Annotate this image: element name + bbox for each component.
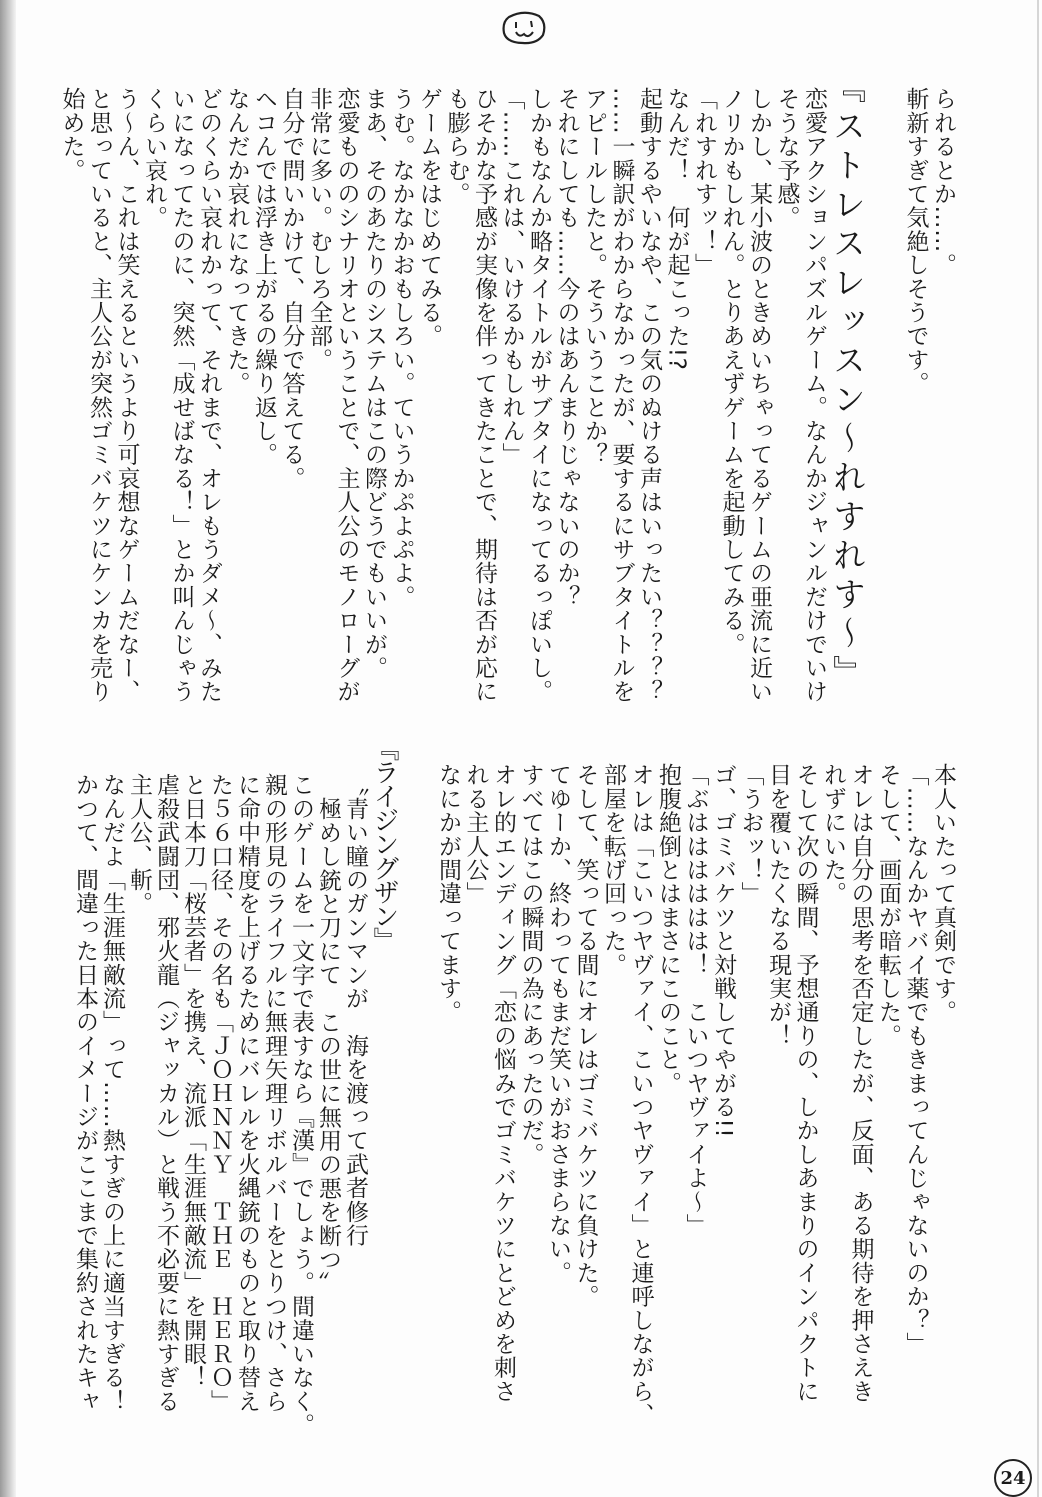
bottom-left-article: [71, 735, 399, 1437]
text-column: いになってたのに、突然「成せばなる！」とか叫んじゃう: [168, 87, 195, 704]
text-column: オレは自分の思考を否定したが、反面、ある期待を押さえき: [847, 763, 874, 1403]
text-column: れる主人公」: [462, 763, 489, 906]
text-column: ……一瞬訳がわからなかったが、要するにサブタイトルを: [608, 87, 635, 704]
text-column: なんだか哀れになってきた。: [223, 87, 250, 396]
text-column: そして、笑ってる間にオレはゴミバケツに負けた。: [572, 763, 599, 1309]
page-number: [994, 1459, 1032, 1497]
text-column: しかもなんか略タイトルがサブタイになってるっぽいし。: [526, 87, 552, 704]
text-column: それにしても……今のはあんまりじゃないのか？: [553, 87, 580, 609]
verse-line: 〝青い瞳のガンマンが 海を渡って武者修行: [342, 773, 368, 1247]
text-column: ノリかもしれん。とりあえずゲームを起動してみる。: [718, 87, 745, 656]
text-column: れずにいた。: [820, 763, 846, 906]
smiley-face-icon: [501, 11, 547, 45]
text-column: かつて、間違った日本のイメージがここまで集約されたキャ: [72, 773, 98, 1413]
text-column: と思っていると、主人公が突然ゴミバケツにケンカを売り: [86, 87, 112, 704]
text-column: 部屋を転げ回った。: [600, 763, 626, 977]
text-column: も膨らむ。: [443, 87, 470, 206]
page-number-text: 24: [1000, 1467, 1026, 1489]
text-column: オレ的エンディング「恋の悩みでゴミバケツにとどめを刺さ: [490, 763, 516, 1403]
text-column: オレは「こいつヤヴァイ、こいつヤヴァイ」と連呼しながら、: [627, 763, 654, 1427]
text-column: うむ。なかなかおもしろい。ていうかぷよぷよ。: [388, 87, 415, 609]
bottom-right-article: [434, 763, 957, 1427]
text-column: そして、画面が暗転した。: [875, 763, 901, 1048]
text-column: 非常に多い。むしろ全部。: [306, 87, 332, 372]
text-column: う〜ん、これは笑えるというより可哀想なゲームだなー、: [113, 87, 140, 704]
page-edge: [1037, 0, 1039, 1497]
text-column: 抱腹絶倒とはまさにこのこと。: [655, 763, 681, 1095]
text-column: 「うおッ！」: [737, 763, 764, 906]
text-column: 始めた。: [58, 87, 85, 182]
text-column: られるとか……。: [930, 87, 956, 277]
section-title: 『ライジングザン』: [369, 735, 399, 951]
text-column: なにかが間違ってます。: [435, 763, 461, 1024]
text-column: くらい哀れ。: [141, 87, 167, 230]
text-column: 恋愛アクションパズルゲーム。なんかジャンルだけでいけ: [801, 87, 827, 704]
text-column: 虐殺武闘団、邪火龍（ジャッカル）と戦う不必要に熱すぎる: [153, 773, 179, 1413]
text-column: 起動するやいなや、この気のぬける声はいったい？？？？: [636, 87, 662, 704]
text-column: に命中精度を上げるためにバレルを火縄銃のものと取り替え: [234, 773, 260, 1413]
text-column: と日本刀「桜芸者」を携え、流派「生涯無敵流」を開眼！: [180, 773, 206, 1390]
text-column: 「れすれすッ！」: [691, 87, 717, 277]
section-title: 『ストレスレッスン〜れすれす〜』: [828, 70, 867, 694]
text-column: 「……なんかヤバイ薬でもきまってんじゃないのか？」: [902, 763, 929, 1356]
text-column: 自分で問いかけて、自分で答えてる。: [278, 87, 305, 490]
text-column: 「ぶはははははは！ こいつヤヴァイよ〜」: [682, 763, 709, 1237]
text-column: ヘコんでは浮き上がるの繰り返し。: [251, 87, 277, 467]
text-column: なんだよ「生涯無敵流」って……熱すぎの上に適当すぎる！: [99, 773, 125, 1413]
text-column: しかし、某小波のときめいちゃってるゲームの亜流に近い: [746, 87, 772, 704]
verse-line: 極めし銃と刀にて この世に無用の悪を断つ〟: [315, 797, 341, 1295]
text-column: ひそかな予感が実像を伴ってきたことで、期待は否が応に: [471, 87, 497, 704]
text-column: アピールしたと。そういうことか？: [581, 87, 607, 467]
text-column: 斬新すぎて気絶しそうです。: [902, 87, 929, 396]
text-column: すべてはこの瞬間の為にあったのだ。: [517, 763, 544, 1166]
text-column: ゲームをはじめてみる。: [416, 87, 442, 348]
binding-shadow: [0, 0, 16, 1497]
text-column: 恋愛もののシナリオということで、主人公のモノローグが: [333, 87, 360, 704]
text-column: なんだ！ 何が起こった!?: [663, 87, 690, 371]
text-column: 主人公、斬。: [126, 773, 152, 916]
text-column: どのくらい哀れかって、それまで、オレもうダメ〜、みた: [196, 87, 222, 704]
text-column: そして次の瞬間、予想通りの、しかしあまりのインパクトに: [792, 763, 819, 1403]
text-column: そうな予感。: [773, 87, 800, 230]
text-column: このゲームを一文字で表すなら『漢』でしょう。間違いなく。: [288, 773, 314, 1437]
text-column: 本人いたって真剣です。: [930, 763, 956, 1024]
text-column: た５６口径、その名も「ＪＯＨＮＮＹ ＴＨＥ ＨＥＲＯ」: [207, 773, 233, 1413]
text-column: 親の形見のライフルに無理矢理リボルバーをとりつけ、さら: [261, 773, 287, 1413]
text-column: 「……これは、いけるかもしれん」: [498, 87, 525, 467]
text-column: 目を覆いたくなる現実が！: [765, 763, 791, 1048]
top-article: [57, 70, 956, 704]
text-column: ゴ、ゴミバケツと対戦してやがる!!: [710, 763, 736, 1139]
text-column: まあ、そのあたりのシステムはこの際どうでもいいが。: [361, 87, 387, 680]
text-column: てゆーか、終わってもまだ笑いがおさまらない。: [545, 763, 571, 1285]
